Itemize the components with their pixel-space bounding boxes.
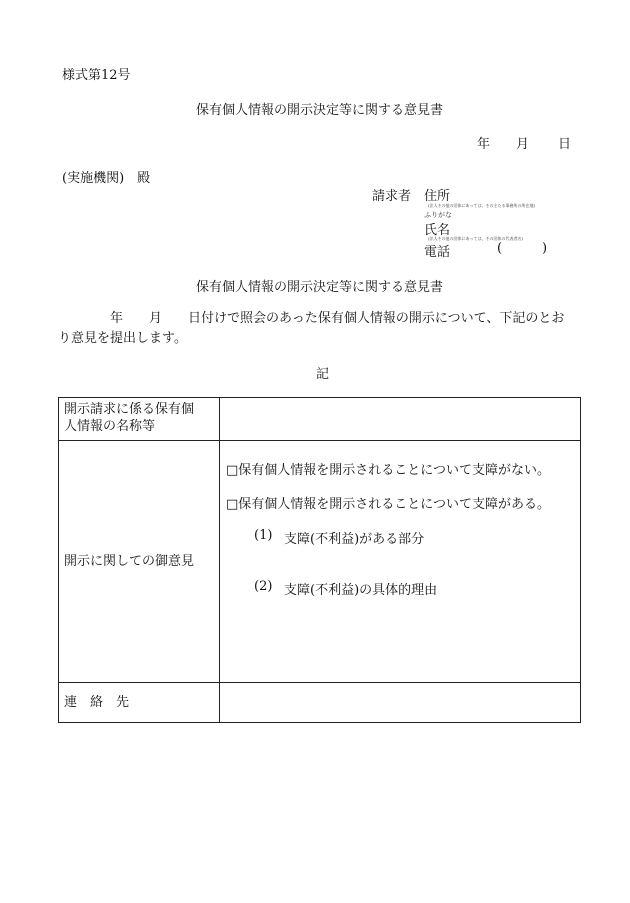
- opinion-table: [58, 397, 581, 723]
- date-day: 日: [558, 137, 572, 152]
- table-row-contact: [59, 683, 581, 723]
- item-1-number: (1): [254, 528, 273, 543]
- body-paragraph: [58, 309, 618, 349]
- phone-label: 電話: [424, 245, 451, 260]
- subtitle: 保有個人情報の開示決定等に関する意見書: [196, 280, 444, 295]
- contact-label: 連 絡 先: [64, 695, 130, 710]
- item-1-text: 支障(不利益)がある部分: [284, 532, 425, 547]
- option-no-objection[interactable]: □保有個人情報を開示されることについて支障がない。: [226, 463, 551, 478]
- document-title: 保有個人情報の開示決定等に関する意見書: [196, 103, 444, 118]
- form-number: 様式第12号: [62, 68, 131, 83]
- table-row-document-name: [59, 398, 581, 441]
- table-row-opinion: [59, 441, 581, 683]
- name-label: 氏名: [424, 223, 451, 238]
- document-name-label: [59, 398, 220, 441]
- date-year: 年: [477, 137, 491, 152]
- option-objection[interactable]: □保有個人情報を開示されることについて支障がある。: [226, 497, 551, 512]
- date-month: 月: [516, 137, 530, 152]
- contact-label-cell: [59, 683, 220, 723]
- requester-label: 請求者: [372, 189, 412, 204]
- phone-open-paren: (: [497, 241, 503, 256]
- furigana-label: ふりがな: [424, 211, 452, 219]
- item-2-number: (2): [254, 579, 273, 594]
- recipient: (実施機関) 殿: [62, 171, 151, 186]
- name-note: (法人その他の団体にあっては、その団体の代表者名): [428, 236, 524, 241]
- opinion-field: [220, 441, 581, 683]
- opinion-label: 開示に関しての御意見: [64, 554, 195, 569]
- body-line-2: り意見を提出します。: [58, 331, 187, 346]
- phone-close-paren: ): [542, 241, 548, 256]
- item-2-text: 支障(不利益)の具体的理由: [284, 583, 438, 598]
- ki-heading: 記: [316, 367, 330, 382]
- opinion-label-cell: [59, 441, 220, 683]
- document-name-field[interactable]: [220, 398, 581, 441]
- document-name-label-line2: 人情報の名称等: [64, 419, 156, 434]
- contact-field[interactable]: [220, 683, 581, 723]
- address-label: 住所: [424, 189, 451, 204]
- body-line-1: 年 月 日付けで照会のあった保有個人情報の開示について、下記のとお: [58, 311, 565, 326]
- document-name-label-line1: 開示請求に係る保有個: [64, 402, 195, 417]
- address-note: (法人その他の団体にあっては、その主たる事務所の所在地): [428, 203, 536, 208]
